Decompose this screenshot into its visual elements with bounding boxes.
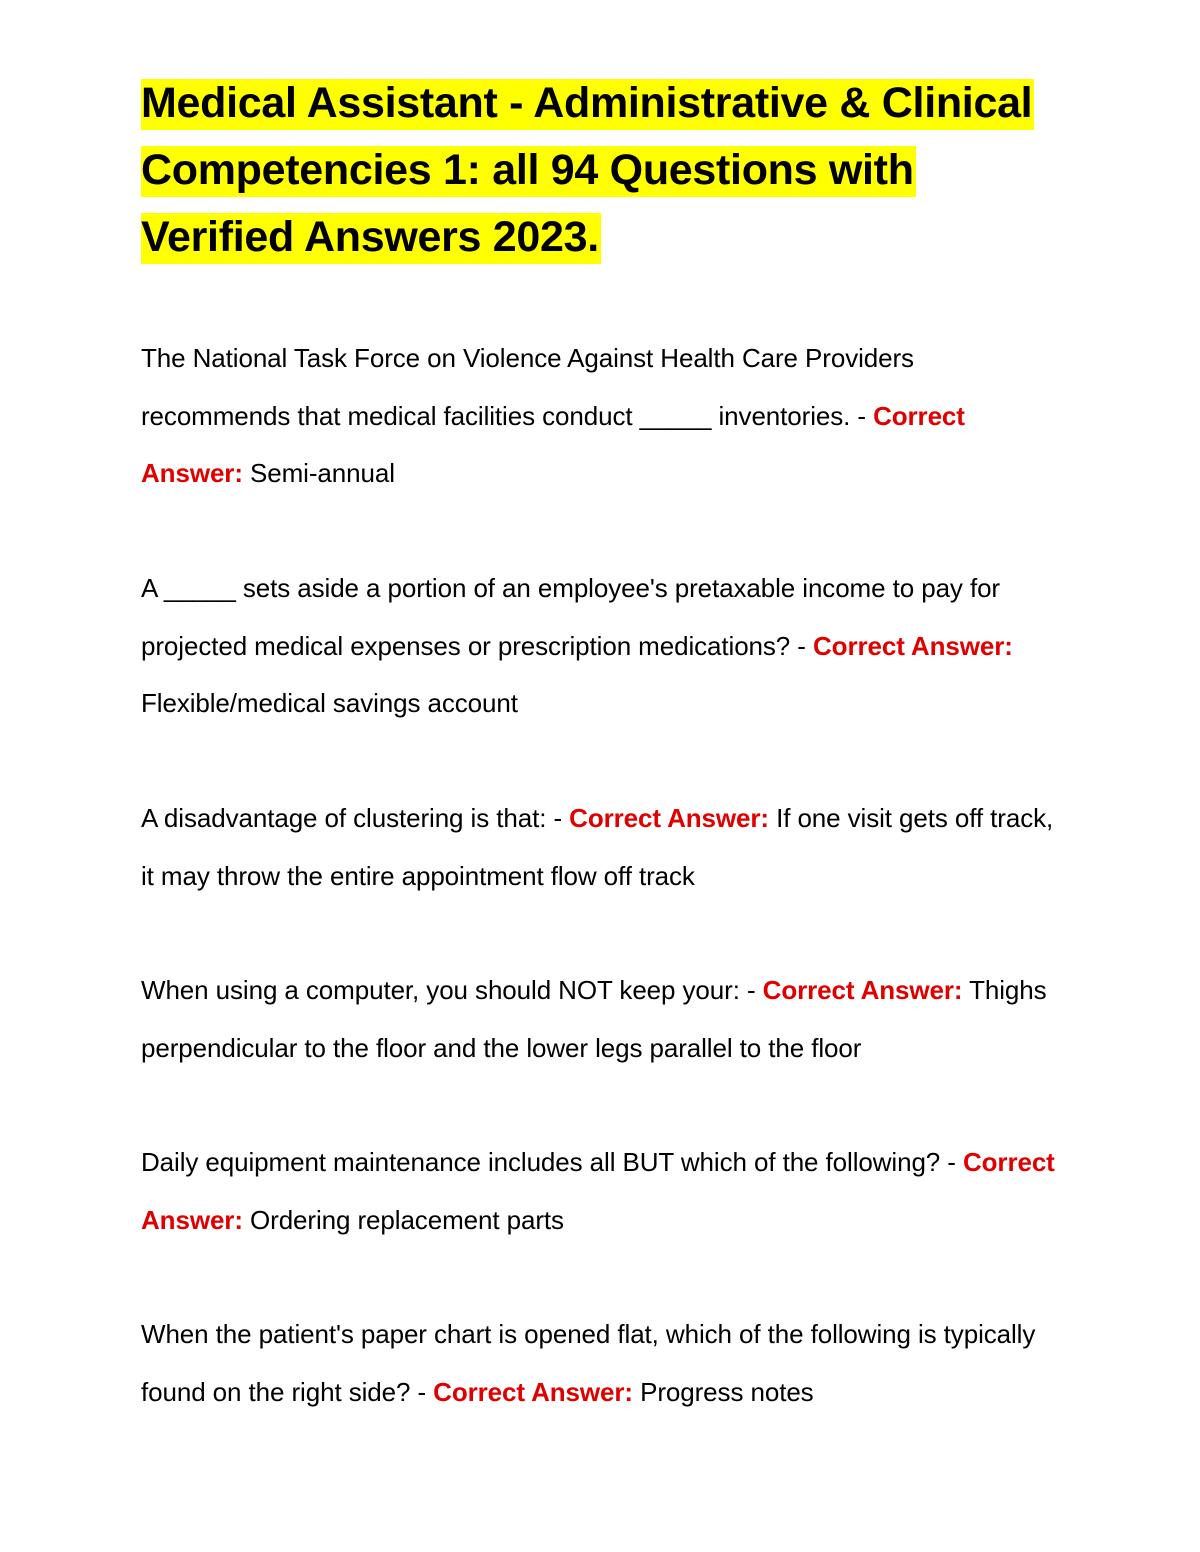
correct-answer-label: Correct Answer: — [812, 630, 1013, 661]
question-text: A _____ sets aside a portion of an employee's pretaxable income to pay for projected medical expenses or prescription medications? - — [141, 573, 1000, 661]
qa-item — [141, 962, 1066, 1077]
question-text: When using a computer, you should NOT keep your: - — [141, 975, 763, 1005]
answer-text: Progress notes — [632, 1376, 814, 1407]
question-text: A disadvantage of clustering is that: - — [141, 803, 570, 833]
answer-text: Semi-annual — [242, 458, 395, 488]
correct-answer-label: Correct Answer: — [433, 1376, 633, 1407]
question-text: When the patient's paper chart is opened flat, which of the following is typically found on the right side? - — [141, 1319, 1036, 1407]
correct-answer-label: Correct Answer: — [141, 1147, 1055, 1235]
correct-answer-label: Correct Answer: — [569, 803, 769, 833]
qa-item — [141, 790, 1066, 905]
correct-answer-label: Correct Answer: — [762, 975, 963, 1005]
qa-item — [141, 1134, 1066, 1249]
answer-text: Thighs perpendicular to the floor and the lower legs parallel to the floor — [141, 975, 1047, 1063]
question-text: Daily equipment maintenance includes all BUT which of the following? - — [141, 1147, 963, 1177]
question-text: The National Task Force on Violence Against Health Care Providers recommends that medical facilities conduct _____ inventories. - — [141, 343, 914, 431]
answer-text: Flexible/medical savings account — [141, 688, 518, 718]
answer-text: If one visit gets off track, it may throw the entire appointment flow off track — [141, 803, 1054, 891]
document-title — [141, 70, 1041, 271]
qa-item — [141, 560, 1066, 733]
correct-answer-label: Correct Answer: — [141, 400, 965, 488]
title-highlight: Medical Assistant - Administrative & Clinical Competencies 1: all 94 Questions with Verified Answers 2023. — [141, 79, 1034, 264]
qa-item — [141, 1306, 1066, 1421]
qa-item — [141, 330, 1066, 503]
answer-text: Ordering replacement parts — [242, 1204, 564, 1235]
